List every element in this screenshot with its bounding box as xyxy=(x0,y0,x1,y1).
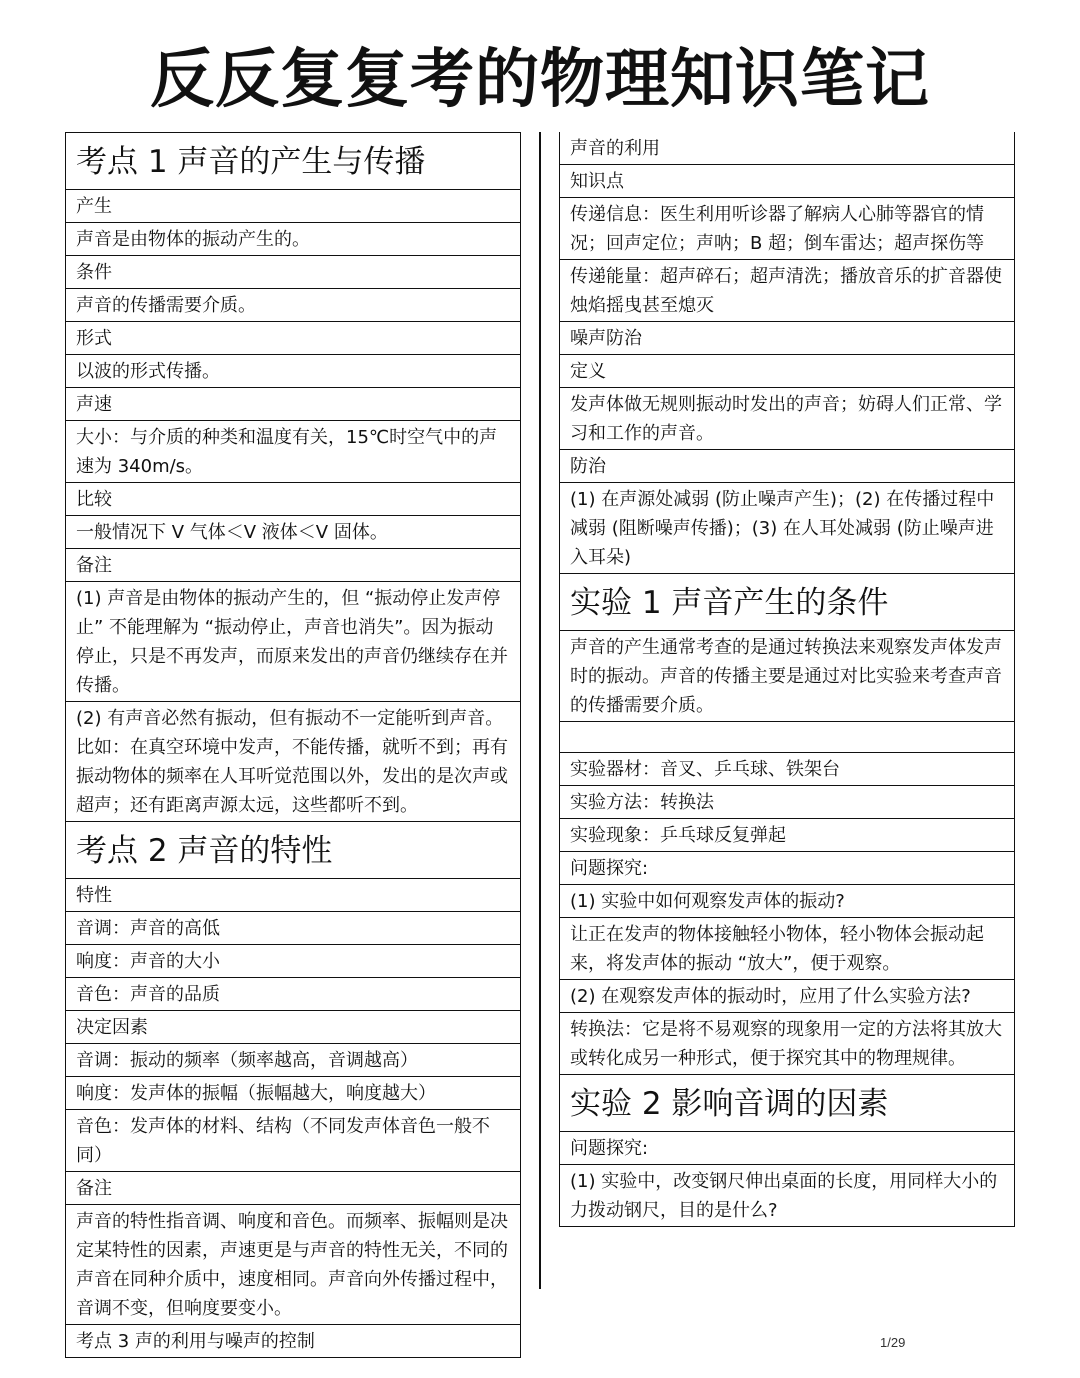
table-row: 比较 xyxy=(66,483,520,516)
table-row: 响度：声音的大小 xyxy=(66,945,520,978)
table-row: 声音的特性指音调、响度和音色。而频率、振幅则是决定某特性的因素，声速更是与声音的特性无关，不同的声音在同种介质中，速度相同。声音向外传播过程中，音调不变，但响度要变小。 xyxy=(66,1205,520,1325)
table-row: 条件 xyxy=(66,256,520,289)
table-row: (2) 在观察发声体的振动时，应用了什么实验方法? xyxy=(560,980,1014,1013)
page-title: 反反复复考的物理知识笔记 xyxy=(150,43,930,117)
section-heading: 实验 1 声音产生的条件 xyxy=(560,574,1014,631)
table-row: 问题探究: xyxy=(560,852,1014,885)
table-row: (1) 实验中，改变钢尺伸出桌面的长度，用同样大小的力拨动钢尺，目的是什么? xyxy=(570,1171,998,1221)
notes-table-right xyxy=(559,132,1015,1227)
table-row: 以波的形式传播。 xyxy=(66,355,520,388)
table-row: 声音的利用 xyxy=(560,132,1014,165)
table-row: 音调：振动的频率（频率越高，音调越高） xyxy=(66,1044,520,1077)
table-row: 特性 xyxy=(66,879,520,912)
page-number: 1/29 xyxy=(880,1335,906,1350)
table-row: 音调：声音的高低 xyxy=(66,912,520,945)
table-row: 产生 xyxy=(66,190,520,223)
table-row: 大小：与介质的种类和温度有关，15℃时空气中的声速为 340m/s。 xyxy=(66,421,520,483)
section-heading: 考点 2 声音的特性 xyxy=(66,822,520,879)
table-row: 声速 xyxy=(66,388,520,421)
table-row: 声音的产生通常考查的是通过转换法来观察发声体发声时的振动。声音的传播主要是通过对比实验来考查声音的传播需要介质。 xyxy=(560,631,1014,722)
empty-row xyxy=(560,722,1014,753)
table-row: 声音的传播需要介质。 xyxy=(66,289,520,322)
table-row: 传递能量：超声碎石；超声清洗；播放音乐的扩音器使烛焰摇曳甚至熄灭 xyxy=(560,260,1014,322)
table-row: 形式 xyxy=(66,322,520,355)
table-row: 问题探究: xyxy=(560,1132,1014,1165)
table-row: (1) 声音是由物体的振动产生的，但 “振动停止发声停止” 不能理解为 “振动停止，声音也消失”。因为振动停止，只是不再发声，而原来发出的声音仍继续存在并传播。 xyxy=(66,582,520,702)
table-row: 一般情况下 V 气体＜V 液体＜V 固体。 xyxy=(66,516,520,549)
table-row: 转换法：它是将不易观察的现象用一定的方法将其放大或转化成另一种形式，便于探究其中的物理规律。 xyxy=(560,1013,1014,1075)
table-row: 防治 xyxy=(560,450,1014,483)
table-row: 音色：发声体的材料、结构（不同发声体音色一般不同） xyxy=(66,1110,520,1172)
table-row: 音色：声音的品质 xyxy=(66,978,520,1011)
section-heading: 实验 2 影响音调的因素 xyxy=(560,1075,1014,1132)
section-heading: 考点 1 声音的产生与传播 xyxy=(66,133,520,190)
table-row: 传递信息：医生利用听诊器了解病人心肺等器官的情况；回声定位；声呐；B 超；倒车雷达；超声探伤等 xyxy=(560,198,1014,260)
table-row: 响度：发声体的振幅（振幅越大，响度越大） xyxy=(66,1077,520,1110)
table-row: 发声体做无规则振动时发出的声音；妨碍人们正常、学习和工作的声音。 xyxy=(560,388,1014,450)
table-row: (1) 实验中如何观察发声体的振动? xyxy=(560,885,1014,918)
table-row: 实验现象：乒乓球反复弹起 xyxy=(560,819,1014,852)
table-row: 实验方法：转换法 xyxy=(560,786,1014,819)
table-row: (2) 有声音必然有振动，但有振动不一定能听到声音。比如：在真空环境中发声，不能传播，就听不到；再有振动物体的频率在人耳听觉范围以外，发出的是次声或超声；还有距离声源太远，这些都听不到。 xyxy=(66,702,520,822)
table-row: 知识点 xyxy=(560,165,1014,198)
table-row: 考点 3 声的利用与噪声的控制 xyxy=(76,1331,315,1352)
table-row: 噪声防治 xyxy=(560,322,1014,355)
right-column xyxy=(559,132,1015,1227)
column-divider xyxy=(539,132,541,1289)
table-row: 备注 xyxy=(66,1172,520,1205)
notes-table-left xyxy=(65,132,521,1358)
table-row: 决定因素 xyxy=(66,1011,520,1044)
table-row: (1) 在声源处减弱 (防止噪声产生)；(2) 在传播过程中减弱 (阻断噪声传播)；(3) 在人耳处减弱 (防止噪声进入耳朵) xyxy=(560,483,1014,574)
table-row: 让正在发声的物体接触轻小物体，轻小物体会振动起来，将发声体的振动 “放大”，便于观察。 xyxy=(560,918,1014,980)
table-row: 实验器材：音叉、乒乓球、铁架台 xyxy=(560,753,1014,786)
left-column xyxy=(65,132,521,1358)
table-row: 定义 xyxy=(560,355,1014,388)
table-row: 声音是由物体的振动产生的。 xyxy=(66,223,520,256)
table-row: 备注 xyxy=(66,549,520,582)
